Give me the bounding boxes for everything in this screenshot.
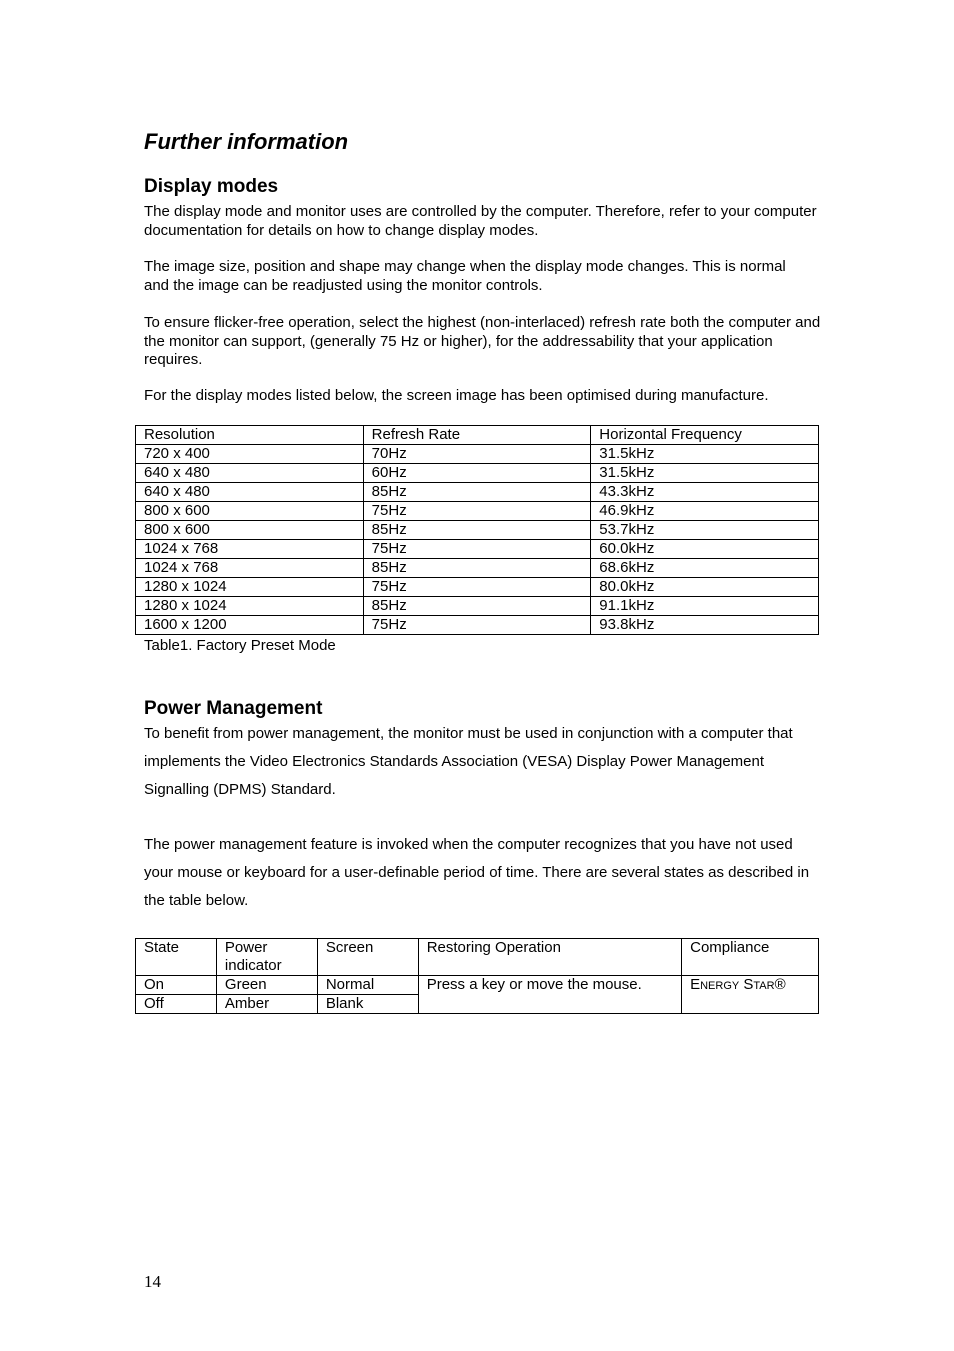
table-cell: 60.0kHz — [591, 540, 819, 559]
table-cell: 75Hz — [363, 616, 591, 635]
table-cell: 53.7kHz — [591, 521, 819, 540]
table-cell: 93.8kHz — [591, 616, 819, 635]
table-cell: 85Hz — [363, 559, 591, 578]
table-cell: 60Hz — [363, 464, 591, 483]
table-cell: 68.6kHz — [591, 559, 819, 578]
table-header-row — [136, 939, 819, 976]
table-cell: 91.1kHz — [591, 597, 819, 616]
table-header-cell: Screen — [317, 939, 418, 976]
power-states-table — [135, 938, 819, 1014]
table-cell: 1280 x 1024 — [136, 597, 364, 616]
table-cell: 31.5kHz — [591, 464, 819, 483]
table-row — [136, 976, 819, 995]
compliance-cell: Energy Star® — [682, 976, 819, 1014]
table-row — [136, 616, 819, 635]
power-management-heading: Power Management — [144, 698, 323, 719]
table-header-cell: Restoring Operation — [418, 939, 681, 976]
table-row — [136, 483, 819, 502]
display-modes-paragraph-4: For the display modes listed below, the screen image has been optimised during manufacture. — [144, 387, 769, 404]
table-cell: 720 x 400 — [136, 445, 364, 464]
table-header-cell: Power indicator — [216, 939, 317, 976]
table-cell: 75Hz — [363, 578, 591, 597]
table-row — [136, 445, 819, 464]
table-cell: Blank — [317, 995, 418, 1014]
power-management-paragraph-2: The power management feature is invoked when the computer recognizes that you have not used your mouse or keyboard for a user-definable period of time. There are several states as described in the table below. — [144, 836, 810, 909]
table-header-cell: Resolution — [136, 426, 364, 445]
factory-preset-table — [135, 425, 819, 635]
page-number: 14 — [144, 1272, 161, 1291]
table-cell: 43.3kHz — [591, 483, 819, 502]
table-cell: Off — [136, 995, 217, 1014]
table-row — [136, 578, 819, 597]
table-cell: 640 x 480 — [136, 464, 364, 483]
restoring-operation-cell: Press a key or move the mouse. — [418, 976, 681, 1014]
table-cell: 70Hz — [363, 445, 591, 464]
table-cell: 85Hz — [363, 521, 591, 540]
table-header-cell: State — [136, 939, 217, 976]
table-header-row — [136, 426, 819, 445]
display-modes-paragraph-3: To ensure flicker-free operation, select the highest (non-interlaced) refresh rate both the computer and the monitor can support, (generally 75 Hz or higher), for the addressability that your application requires. — [144, 314, 821, 368]
table-cell: Normal — [317, 976, 418, 995]
table-caption: Table1. Factory Preset Mode — [144, 637, 336, 654]
table-row — [136, 502, 819, 521]
table-cell: 31.5kHz — [591, 445, 819, 464]
table-cell: 1600 x 1200 — [136, 616, 364, 635]
table-cell: 75Hz — [363, 502, 591, 521]
table-cell: 1024 x 768 — [136, 559, 364, 578]
table-cell: 1024 x 768 — [136, 540, 364, 559]
table-cell: 85Hz — [363, 483, 591, 502]
table-row — [136, 559, 819, 578]
table-cell: 75Hz — [363, 540, 591, 559]
display-modes-heading: Display modes — [144, 176, 279, 197]
page-title: Further information — [144, 129, 349, 154]
table-cell: 46.9kHz — [591, 502, 819, 521]
table-cell: Green — [216, 976, 317, 995]
table-cell: 800 x 600 — [136, 521, 364, 540]
table-row — [136, 464, 819, 483]
table-cell: 800 x 600 — [136, 502, 364, 521]
table-row — [136, 540, 819, 559]
display-modes-paragraph-1: The display mode and monitor uses are controlled by the computer. Therefore, refer to your computer documentation for details on how to change display modes. — [144, 203, 817, 239]
table-cell: 80.0kHz — [591, 578, 819, 597]
power-management-paragraph-1: To benefit from power management, the monitor must be used in conjunction with a computer that implements the Video Electronics Standards Association (VESA) Display Power Management Signalling (DPMS) Standard. — [144, 725, 793, 798]
table-cell: 85Hz — [363, 597, 591, 616]
table-cell: 640 x 480 — [136, 483, 364, 502]
table-header-cell: Refresh Rate — [363, 426, 591, 445]
table-row — [136, 597, 819, 616]
table-header-cell: Compliance — [682, 939, 819, 976]
table-cell: Amber — [216, 995, 317, 1014]
table-row — [136, 521, 819, 540]
table-cell: On — [136, 976, 217, 995]
table-cell: 1280 x 1024 — [136, 578, 364, 597]
display-modes-paragraph-2: The image size, position and shape may change when the display mode changes. This is normal and the image can be readjusted using the monitor controls. — [144, 258, 786, 294]
table-header-cell: Horizontal Frequency — [591, 426, 819, 445]
